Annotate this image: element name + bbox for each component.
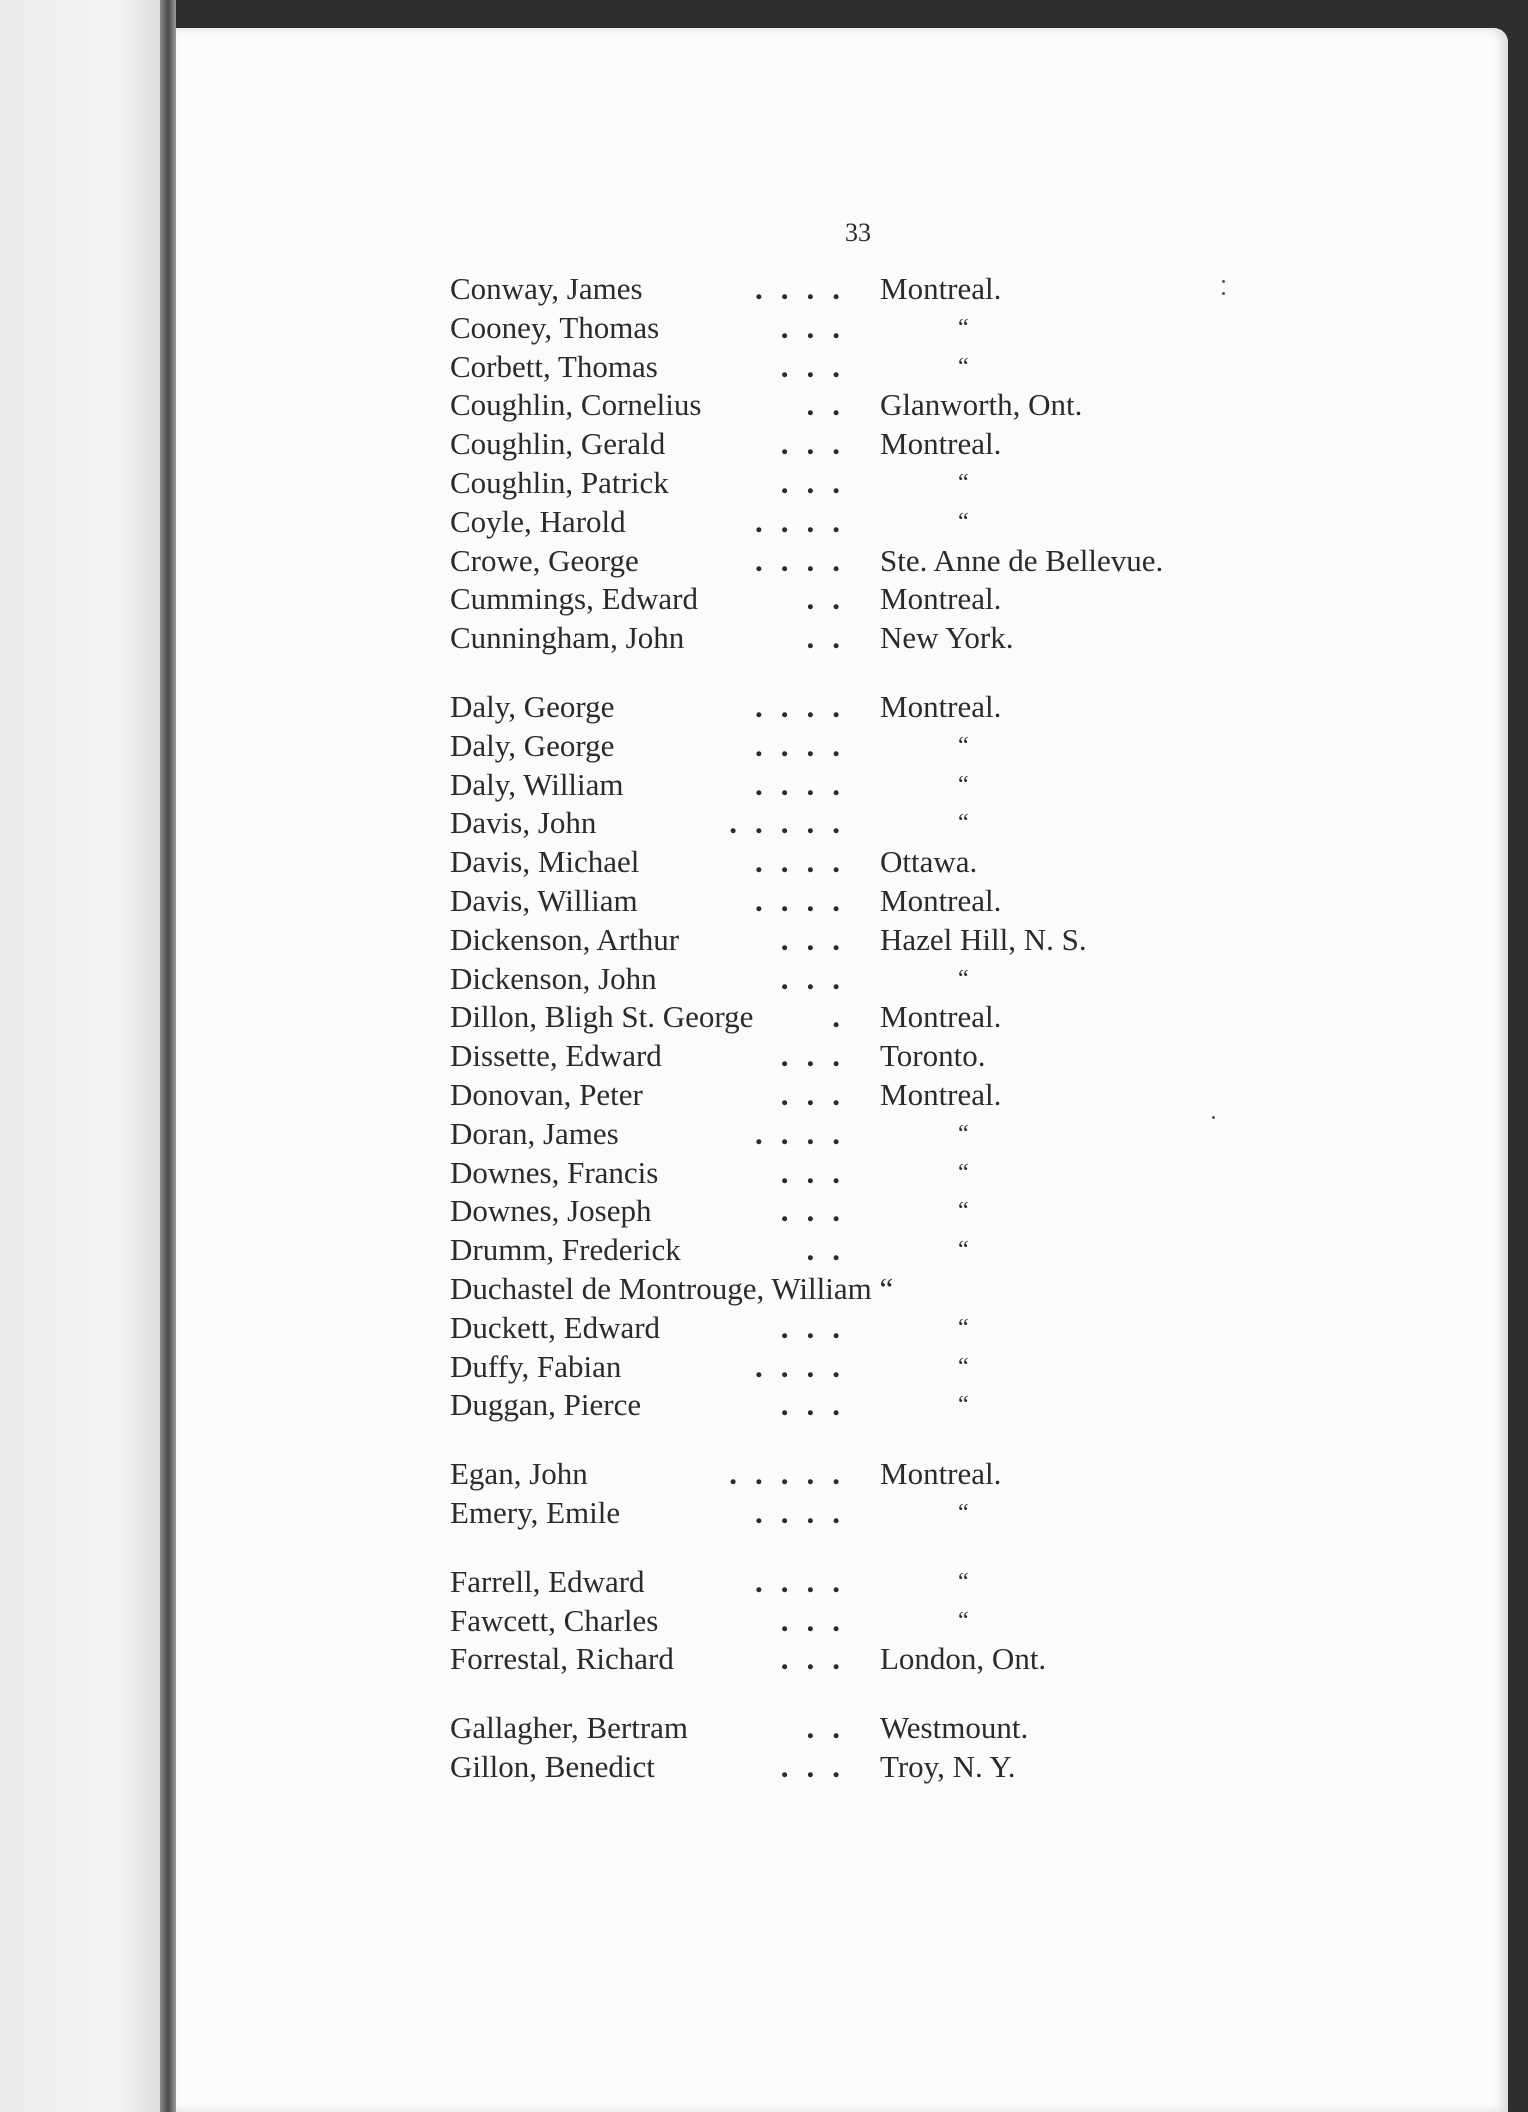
list-item: [450, 619, 1450, 658]
ditto-mark: “: [958, 1159, 969, 1186]
dot-leader: ...: [780, 348, 858, 384]
list-item: [450, 464, 1450, 503]
entry-name: Cooney, Thomas: [450, 309, 660, 345]
entry-name: Duffy, Fabian: [450, 1348, 622, 1384]
entry-name: Corbett, Thomas: [450, 348, 658, 384]
list-item: [450, 386, 1450, 425]
entry-place: Troy, N. Y.: [880, 1748, 1016, 1784]
dot-leader: ....: [755, 844, 858, 880]
dot-leader: ..: [806, 581, 858, 617]
entry-name: Daly, George: [450, 727, 615, 763]
facing-page-edge: [0, 0, 168, 2112]
list-item: [450, 1192, 1450, 1231]
dot-leader: .....: [729, 1456, 858, 1492]
dot-leader: ....: [755, 1348, 858, 1384]
entry-place: Glanworth, Ont.: [880, 387, 1083, 423]
entry-name: Dillon, Bligh St. George: [450, 999, 754, 1035]
entry-name: Daly, William: [450, 766, 624, 802]
dot-leader: ...: [780, 1387, 858, 1423]
entry-name: Davis, William: [450, 882, 638, 918]
entry-name: Egan, John: [450, 1456, 588, 1492]
entry-place: Montreal.: [880, 1456, 1002, 1492]
dot-leader: ....: [755, 727, 858, 763]
entry-place: Westmount.: [880, 1710, 1029, 1746]
entry-name: Duchastel de Montrouge, William “: [450, 1270, 894, 1306]
entry-place: Hazel Hill, N. S.: [880, 921, 1087, 957]
ditto-mark: “: [958, 771, 969, 798]
entry-name: Fawcett, Charles: [450, 1602, 659, 1638]
ditto-mark: “: [958, 1568, 969, 1595]
dot-leader: ....: [755, 688, 858, 724]
entry-name: Conway, James: [450, 271, 643, 306]
list-item: [450, 843, 1450, 882]
entry-place: Montreal.: [880, 882, 1002, 918]
dot-leader: ....: [755, 1563, 858, 1599]
entry-name: Downes, Joseph: [450, 1193, 652, 1229]
entry-name: Davis, John: [450, 805, 597, 841]
dot-leader: ...: [780, 1076, 858, 1112]
entry-name: Forrestal, Richard: [450, 1641, 674, 1677]
list-item: [450, 727, 1450, 766]
ditto-mark: “: [958, 353, 969, 380]
ditto-mark: “: [958, 1237, 969, 1264]
entry-name: Farrell, Edward: [450, 1563, 645, 1599]
dot-leader: ...: [780, 921, 858, 957]
entry-name: Dickenson, John: [450, 960, 657, 996]
ditto-mark: “: [958, 314, 969, 341]
ditto-mark: “: [958, 1353, 969, 1380]
dot-leader: ...: [780, 1602, 858, 1638]
ditto-mark: “: [958, 469, 969, 496]
dot-leader: ...: [780, 1641, 858, 1677]
entry-place: Montreal.: [880, 1076, 1002, 1112]
list-item: [450, 1640, 1450, 1679]
list-item: [450, 1270, 1450, 1309]
entry-place: Ottawa.: [880, 844, 978, 880]
ditto-mark: “: [958, 508, 969, 535]
entry-name: Emery, Emile: [450, 1494, 621, 1530]
page-number: 33: [845, 218, 871, 247]
dot-leader: ....: [755, 766, 858, 802]
entry-name: Downes, Francis: [450, 1154, 659, 1190]
entry-name: Gillon, Benedict: [450, 1748, 655, 1784]
entry-name: Crowe, George: [450, 542, 639, 578]
entry-name: Doran, James: [450, 1115, 619, 1151]
list-item: [450, 1037, 1450, 1076]
list-item: [450, 1231, 1450, 1270]
entry-name: Dickenson, Arthur: [450, 921, 680, 957]
entry-name: Duckett, Edward: [450, 1309, 661, 1345]
entry-place: Toronto.: [880, 1038, 986, 1074]
dot-leader: ....: [755, 882, 858, 918]
dot-leader: ..: [806, 1710, 858, 1746]
entry-place: Montreal.: [880, 999, 1002, 1035]
entry-name: Coughlin, Patrick: [450, 464, 669, 500]
ditto-mark: “: [958, 1607, 969, 1634]
entry-place: Montreal.: [880, 581, 1002, 617]
dot-leader: .....: [729, 805, 858, 841]
list-item: [450, 804, 1450, 843]
list-item: [450, 580, 1450, 619]
dot-leader: ..: [806, 387, 858, 423]
dot-leader: ...: [780, 960, 858, 996]
dot-leader: ....: [755, 1115, 858, 1151]
list-item: [450, 766, 1450, 805]
ditto-mark: “: [958, 732, 969, 759]
list-item: [450, 882, 1450, 921]
dot-leader: ..: [806, 1232, 858, 1268]
list-item: [450, 542, 1450, 581]
list-item: [450, 998, 1450, 1037]
list-item: [450, 1076, 1450, 1115]
dot-leader: ...: [780, 1193, 858, 1229]
ditto-mark: “: [958, 1120, 969, 1147]
list-item: [450, 1748, 1450, 1787]
entry-name: Dissette, Edward: [450, 1038, 662, 1074]
ditto-mark: “: [958, 1499, 969, 1526]
entry-place: London, Ont.: [880, 1641, 1047, 1677]
ditto-mark: “: [958, 1392, 969, 1419]
list-item: [450, 1309, 1450, 1348]
entry-name: Drumm, Frederick: [450, 1232, 681, 1268]
list-item: [450, 270, 1450, 309]
entry-place: New York.: [880, 620, 1014, 656]
entry-name: Cummings, Edward: [450, 581, 698, 617]
dot-leader: ....: [755, 271, 858, 306]
entry-name: Cunningham, John: [450, 620, 685, 656]
dot-leader: ...: [780, 1154, 858, 1190]
ditto-mark: “: [958, 965, 969, 992]
entry-name: Daly, George: [450, 688, 615, 724]
entry-place: Montreal.: [880, 426, 1002, 462]
list-item: [450, 688, 1450, 727]
list-item: [450, 425, 1450, 464]
dot-leader: ..: [806, 620, 858, 656]
list-item: [450, 1563, 1450, 1602]
list-item: [450, 1386, 1450, 1425]
dot-leader: ....: [755, 503, 858, 539]
entry-place: Ste. Anne de Bellevue.: [880, 542, 1164, 578]
ditto-mark: “: [958, 810, 969, 837]
list-item: [450, 348, 1450, 387]
dot-leader: ....: [755, 542, 858, 578]
entry-name: Coughlin, Gerald: [450, 426, 666, 462]
list-item: [450, 1115, 1450, 1154]
entry-name: Donovan, Peter: [450, 1076, 643, 1112]
list-item: [450, 921, 1450, 960]
list-item: [450, 503, 1450, 542]
entry-name: Duggan, Pierce: [450, 1387, 642, 1423]
entry-name: Gallagher, Bertram: [450, 1710, 689, 1746]
list-item: [450, 309, 1450, 348]
entry-name: Coyle, Harold: [450, 503, 626, 539]
dot-leader: ...: [780, 1038, 858, 1074]
entry-name: Coughlin, Cornelius: [450, 387, 702, 423]
list-item: [450, 1494, 1450, 1533]
list-item: [450, 1602, 1450, 1641]
list-item: [450, 1455, 1450, 1494]
dot-leader: ...: [780, 426, 858, 462]
dot-leader: ....: [755, 1494, 858, 1530]
list-item: [450, 1154, 1450, 1193]
list-item: [450, 1709, 1450, 1748]
ditto-mark: “: [958, 1314, 969, 1341]
dot-leader: ...: [780, 464, 858, 500]
ditto-mark: “: [958, 1198, 969, 1225]
dot-leader: ...: [780, 309, 858, 345]
entry-place: Montreal.: [880, 271, 1002, 306]
name-list: [450, 270, 1450, 1787]
list-item: [450, 960, 1450, 999]
dot-leader: ...: [780, 1748, 858, 1784]
dot-leader: .: [832, 999, 858, 1035]
entry-name: Davis, Michael: [450, 844, 640, 880]
book-gutter: [160, 0, 176, 2112]
entry-place: Montreal.: [880, 688, 1002, 724]
dot-leader: ...: [780, 1309, 858, 1345]
list-item: [450, 1348, 1450, 1387]
